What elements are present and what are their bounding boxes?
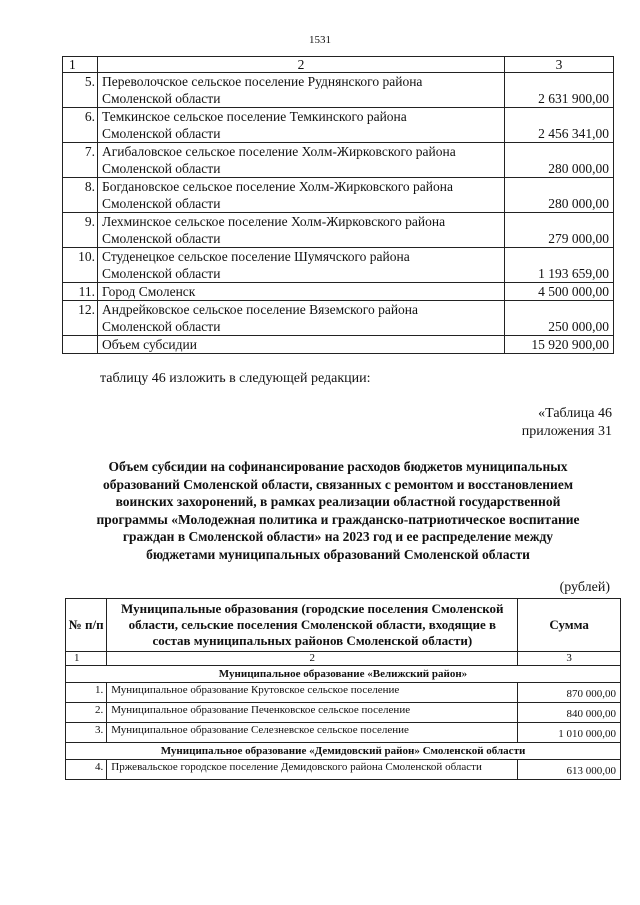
page-number: 1531 (309, 34, 331, 46)
table-ref-line: приложения 31 (521, 424, 612, 439)
row-name: Муниципальное образование Крутовское сельское поселение (107, 683, 518, 703)
row-name (98, 143, 505, 178)
table-row (63, 178, 614, 213)
row-name-line: Темкинское сельское поселение Темкинского района (102, 109, 407, 124)
row-sum: 2 456 341,00 (505, 108, 614, 143)
heading-line: бюджетами муниципальных образований Смоленской области (146, 546, 530, 562)
row-number: 10. (63, 248, 98, 283)
heading-line: граждан в Смоленской области» на 2023 год и ее распределение между (122, 529, 554, 544)
col-name-header: Муниципальные образования (городские поселения Смоленской области, сельские поселения Смоленской области, входящие в состав муниципальных районов Смоленской области) (107, 599, 518, 652)
row-sum: 4 500 000,00 (505, 283, 614, 301)
row-name-line: Лехминское сельское поселение Холм-Жирковского района (102, 214, 446, 229)
table-row (63, 248, 614, 283)
row-number: 12. (63, 301, 98, 336)
row-name-line: Смоленской области (102, 126, 221, 141)
table-row (63, 73, 614, 108)
heading-line: программы «Молодежная политика и гражданско-патриотическое воспитание (96, 511, 580, 527)
row-name (98, 213, 505, 248)
row-name-line: Агибаловское сельское поселение Холм-Жирковского района (102, 144, 456, 159)
table-row (63, 301, 614, 336)
row-name-line: Переволочское сельское поселение Руднянского района (102, 74, 423, 89)
heading-line: Объем субсидии на софинансирование расходов бюджетов муниципальных (108, 459, 568, 474)
table-row (66, 760, 621, 780)
row-sum: 613 000,00 (518, 760, 621, 780)
amendment-instruction: таблицу 46 изложить в следующей редакции: (100, 371, 371, 386)
index-col-3: 3 (518, 652, 621, 666)
header-col-3: 3 (505, 57, 614, 73)
unit-label: (рублей) (559, 580, 610, 595)
group-row (66, 666, 621, 683)
row-sum: 2 631 900,00 (505, 73, 614, 108)
col-sum-header: Сумма (518, 599, 621, 652)
table-reference (522, 405, 612, 441)
row-number: 3. (66, 723, 107, 743)
row-name-line: Смоленской области (102, 196, 221, 211)
header-col-2: 2 (98, 57, 505, 73)
row-name-line: Город Смоленск (102, 284, 196, 299)
subsidy-table-continuation (62, 56, 614, 354)
table-row (66, 683, 621, 703)
heading-line: образований Смоленской области, связанных с ремонтом и восстановлением (102, 476, 574, 492)
heading-line: воинских захоронений, в рамках реализации областной государственной (115, 494, 561, 509)
row-name: Муниципальное образование Селезневское сельское поселение (107, 723, 518, 743)
row-number: 5. (63, 73, 98, 108)
table-row (63, 283, 614, 301)
row-sum: 279 000,00 (505, 213, 614, 248)
row-number: 4. (66, 760, 107, 780)
table-header-row (63, 57, 614, 73)
row-name (98, 248, 505, 283)
table-46 (65, 598, 621, 780)
row-name (98, 283, 505, 301)
total-row (63, 336, 614, 354)
row-number: 6. (63, 108, 98, 143)
row-name-line: Смоленской области (102, 91, 221, 106)
group-title: Муниципальное образование «Демидовский район» Смоленской области (66, 743, 621, 760)
row-sum: 840 000,00 (518, 703, 621, 723)
row-sum: 280 000,00 (505, 143, 614, 178)
row-number: 9. (63, 213, 98, 248)
header-col-1: 1 (63, 57, 98, 73)
group-row (66, 743, 621, 760)
table-row (66, 723, 621, 743)
index-col-2: 2 (107, 652, 518, 666)
row-sum: 1 193 659,00 (505, 248, 614, 283)
col-number-header: № п/п (66, 599, 107, 652)
row-name: Пржевальское городское поселение Демидовского района Смоленской области (107, 760, 518, 780)
group-title: Муниципальное образование «Велижский район» (66, 666, 621, 683)
row-name (98, 73, 505, 108)
column-index-row (66, 652, 621, 666)
row-number: 11. (63, 283, 98, 301)
row-name-line: Смоленской области (102, 231, 221, 246)
table-column-headers (66, 599, 621, 652)
row-name-line: Смоленской области (102, 266, 221, 281)
row-name-line: Смоленской области (102, 161, 221, 176)
table-ref-line: «Таблица 46 (538, 406, 612, 421)
table-heading (62, 458, 614, 563)
row-name-line: Андрейковское сельское поселение Вяземского района (102, 302, 419, 317)
row-name (98, 301, 505, 336)
index-col-1: 1 (66, 652, 107, 666)
table-row (63, 213, 614, 248)
row-number: 1. (66, 683, 107, 703)
row-name-line: Богдановское сельское поселение Холм-Жирковского района (102, 179, 453, 194)
row-number: 7. (63, 143, 98, 178)
row-name-line: Смоленской области (102, 319, 221, 334)
row-name (98, 178, 505, 213)
row-sum: 1 010 000,00 (518, 723, 621, 743)
row-sum: 870 000,00 (518, 683, 621, 703)
row-sum: 280 000,00 (505, 178, 614, 213)
row-name (98, 108, 505, 143)
row-sum: 250 000,00 (505, 301, 614, 336)
row-number: 8. (63, 178, 98, 213)
row-number: 2. (66, 703, 107, 723)
total-label: Объем субсидии (98, 336, 505, 354)
row-name: Муниципальное образование Печенковское сельское поселение (107, 703, 518, 723)
table-row (63, 108, 614, 143)
total-sum: 15 920 900,00 (505, 336, 614, 354)
table-row (63, 143, 614, 178)
table-row (66, 703, 621, 723)
row-name-line: Студенецкое сельское поселение Шумячского района (102, 249, 410, 264)
total-number (63, 336, 98, 354)
